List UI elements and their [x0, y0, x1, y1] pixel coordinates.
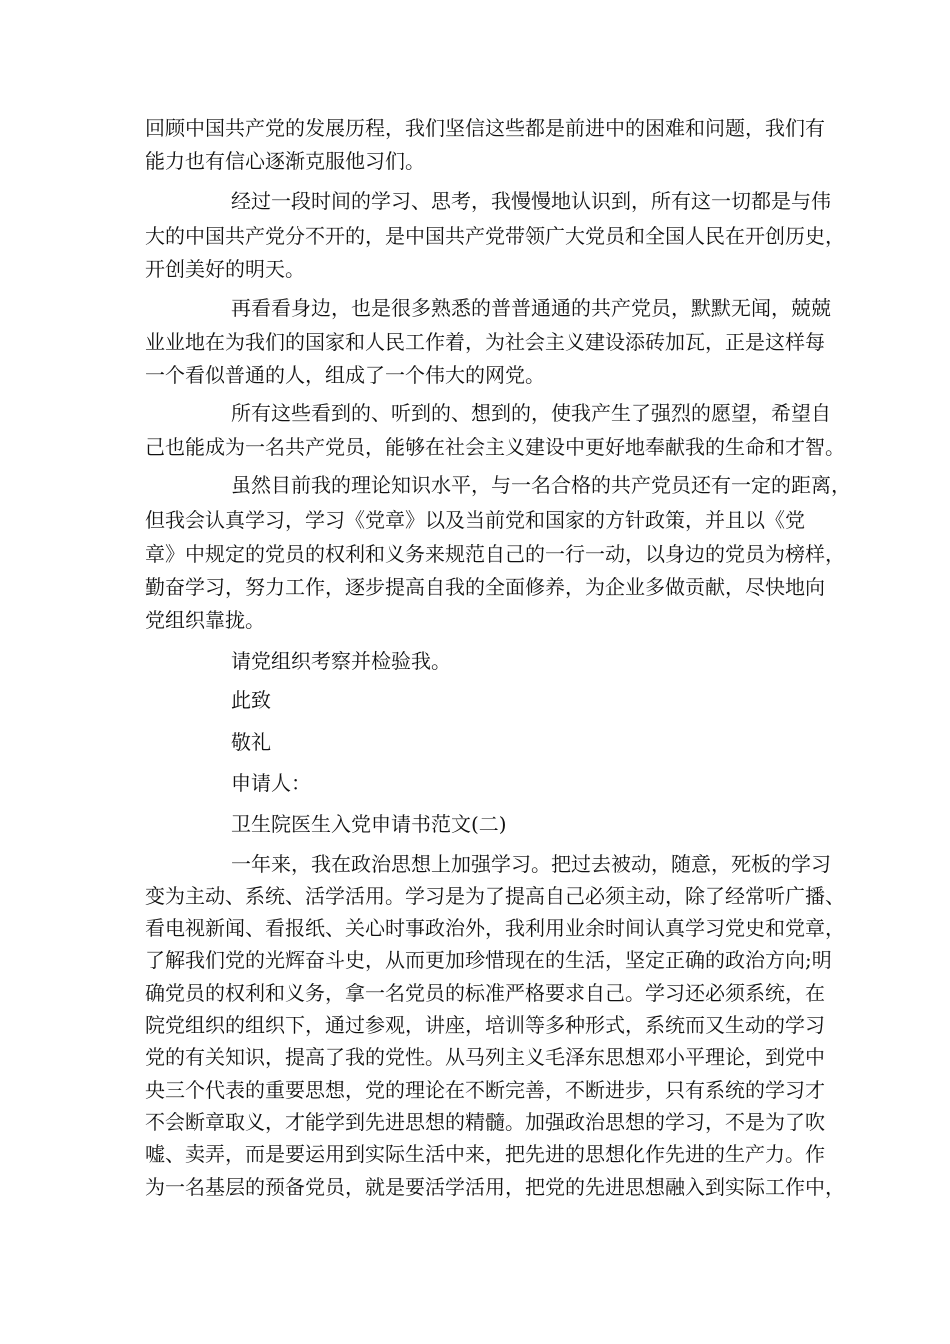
text-line: 一个看似普通的人，组成了一个伟大的网党。	[145, 363, 545, 387]
text-line: 党的有关知识，提高了我的党性。从马列主义毛泽东思想邓小平理论，到党中	[145, 1045, 825, 1069]
text-line: 确党员的权利和义务，拿一名党员的标准严格要求自己。学习还必须系统，在	[145, 981, 825, 1005]
text-line: 为一名基层的预备党员，就是要活学活用，把党的先进思想融入到实际工作中，	[145, 1175, 845, 1199]
text-line: 回顾中国共产党的发展历程，我们坚信这些都是前进中的困难和问题，我们有	[145, 116, 825, 140]
text-line: 变为主动、系统、活学活用。学习是为了提高自己必须主动，除了经常听广播、	[145, 884, 845, 908]
text-line: 开创美好的明天。	[145, 257, 305, 281]
text-line: 能力也有信心逐渐克服他习们。	[145, 149, 425, 173]
text-line: 央三个代表的重要思想，党的理论在不断完善，不断进步，只有系统的学习才	[145, 1078, 825, 1102]
text-line: 党组织靠拢。	[145, 608, 265, 632]
text-line: 申请人：	[231, 771, 311, 795]
text-line: 己也能成为一名共产党员，能够在社会主义建设中更好地奉献我的生命和才智。	[145, 435, 845, 459]
text-line: 大的中国共产党分不开的，是中国共产党带领广大党员和全国人民在开创历史，	[145, 224, 845, 248]
text-line: 但我会认真学习，学习《党章》以及当前党和国家的方针政策，并且以《党	[145, 508, 805, 532]
text-line: 业业地在为我们的国家和人民工作着，为社会主义建设添砖加瓦，正是这样每	[145, 330, 825, 354]
text-line: 经过一段时间的学习、思考，我慢慢地认识到，所有这一切都是与伟	[231, 189, 831, 213]
text-line: 不会断章取义，才能学到先进思想的精髓。加强政治思想的学习，不是为了吹	[145, 1110, 825, 1134]
text-line: 所有这些看到的、听到的、想到的，使我产生了强烈的愿望，希望自	[231, 401, 831, 425]
text-line: 嘘、卖弄，而是要运用到实际生活中来，把先进的思想化作先进的生产力。作	[145, 1142, 825, 1166]
text-line: 虽然目前我的理论知识水平，与一名合格的共产党员还有一定的距离，	[231, 473, 851, 497]
text-line: 敬礼	[231, 730, 271, 754]
text-line: 了解我们党的光辉奋斗史，从而更加珍惜现在的生活，坚定正确的政治方向;明	[145, 948, 832, 972]
text-line: 院党组织的组织下，通过参观，讲座，培训等多种形式，系统而又生动的学习	[145, 1013, 825, 1037]
text-line: 此致	[231, 688, 271, 712]
text-line: 一年来，我在政治思想上加强学习。把过去被动，随意，死板的学习	[231, 852, 831, 876]
text-line: 再看看身边，也是很多熟悉的普普通通的共产党员，默默无闻，兢兢	[231, 296, 831, 320]
section-heading: 卫生院医生入党申请书范文(二)	[231, 812, 507, 836]
text-line: 勤奋学习，努力工作，逐步提高自我的全面修养，为企业多做贡献，尽快地向	[145, 575, 825, 599]
text-line: 章》中规定的党员的权利和义务来规范自己的一行一动，以身边的党员为榜样，	[145, 542, 845, 566]
text-line: 看电视新闻、看报纸、关心时事政治外，我利用业余时间认真学习党史和党章，	[145, 916, 845, 940]
text-line: 请党组织考察并检验我。	[231, 649, 451, 673]
